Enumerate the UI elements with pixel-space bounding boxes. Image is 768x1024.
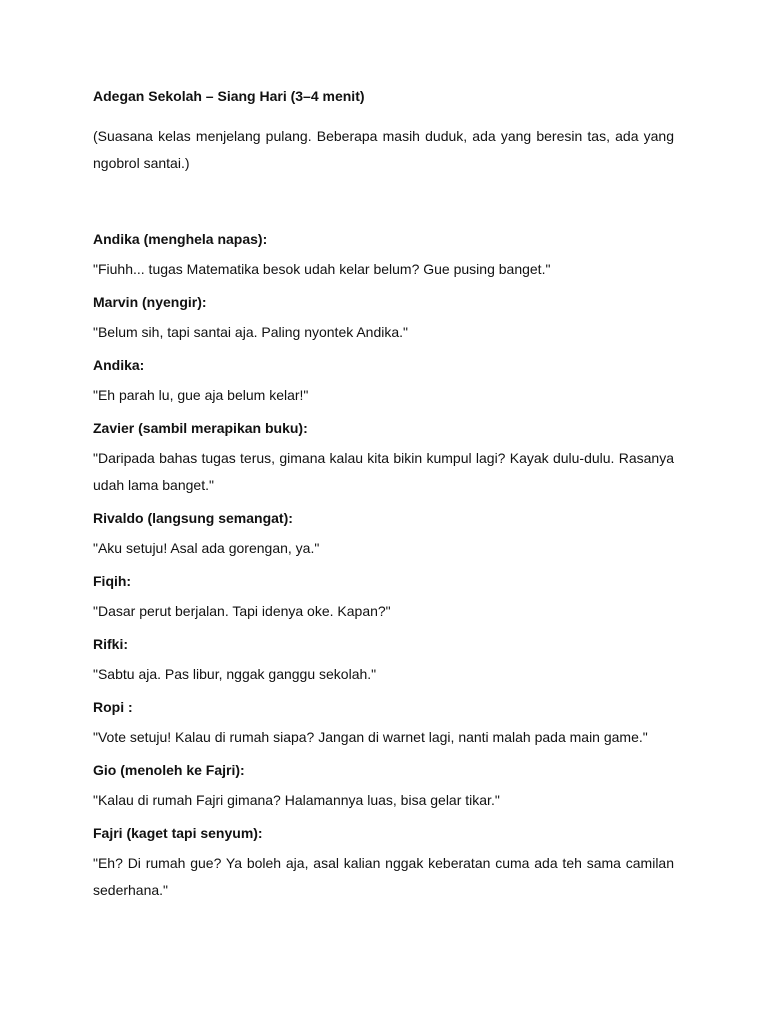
speaker-label: Andika:: [93, 357, 145, 373]
dialogue-block-andika-2: [93, 355, 674, 409]
dialogue-block-gio: [93, 760, 674, 814]
dialogue-line: "Eh? Di rumah gue? Ya boleh aja, asal kalian nggak keberatan cuma ada teh sama camilan sederhana.": [93, 855, 674, 898]
dialogue-line: "Fiuhh... tugas Matematika besok udah kelar belum? Gue pusing banget.": [93, 261, 551, 277]
dialogue-line: "Daripada bahas tugas terus, gimana kalau kita bikin kumpul lagi? Kayak dulu-dulu. Rasanya udah lama banget.": [93, 450, 674, 493]
speaker-label: Gio (menoleh ke Fajri):: [93, 762, 245, 778]
dialogue-block-rifki: [93, 634, 674, 688]
dialogue-block-rivaldo: [93, 508, 674, 562]
speaker-label: Rifki:: [93, 636, 128, 652]
dialogue-block-fiqih: [93, 571, 674, 625]
speaker-label: Zavier (sambil merapikan buku):: [93, 420, 308, 436]
dialogue-line: "Kalau di rumah Fajri gimana? Halamannya luas, bisa gelar tikar.": [93, 792, 500, 808]
dialogue-line: "Belum sih, tapi santai aja. Paling nyontek Andika.": [93, 324, 409, 340]
speaker-label: Ropi :: [93, 699, 133, 715]
dialogue-block-fajri: [93, 823, 674, 904]
dialogue-line: "Eh parah lu, gue aja belum kelar!": [93, 387, 309, 403]
speaker-label: Fajri (kaget tapi senyum):: [93, 825, 263, 841]
speaker-label: Marvin (nyengir):: [93, 294, 207, 310]
speaker-label: Rivaldo (langsung semangat):: [93, 510, 293, 526]
dialogue-block-ropi: [93, 697, 674, 751]
dialogue-block-andika-1: [93, 229, 674, 283]
speaker-label: Andika (menghela napas):: [93, 231, 268, 247]
dialogue-block-marvin: [93, 292, 674, 346]
scene-intro: (Suasana kelas menjelang pulang. Beberapa masih duduk, ada yang beresin tas, ada yang ngobrol santai.): [93, 128, 674, 171]
dialogue-line: "Sabtu aja. Pas libur, nggak ganggu sekolah.": [93, 666, 377, 682]
dialogue-line: "Dasar perut berjalan. Tapi idenya oke. Kapan?": [93, 603, 391, 619]
scene-title: Adegan Sekolah – Siang Hari (3–4 menit): [93, 88, 365, 104]
speaker-label: Fiqih:: [93, 573, 132, 589]
dialogue-line: "Aku setuju! Asal ada gorengan, ya.": [93, 540, 320, 556]
dialogue-line: "Vote setuju! Kalau di rumah siapa? Jangan di warnet lagi, nanti malah pada main game.": [93, 729, 648, 745]
dialogue-block-zavier: [93, 418, 674, 499]
